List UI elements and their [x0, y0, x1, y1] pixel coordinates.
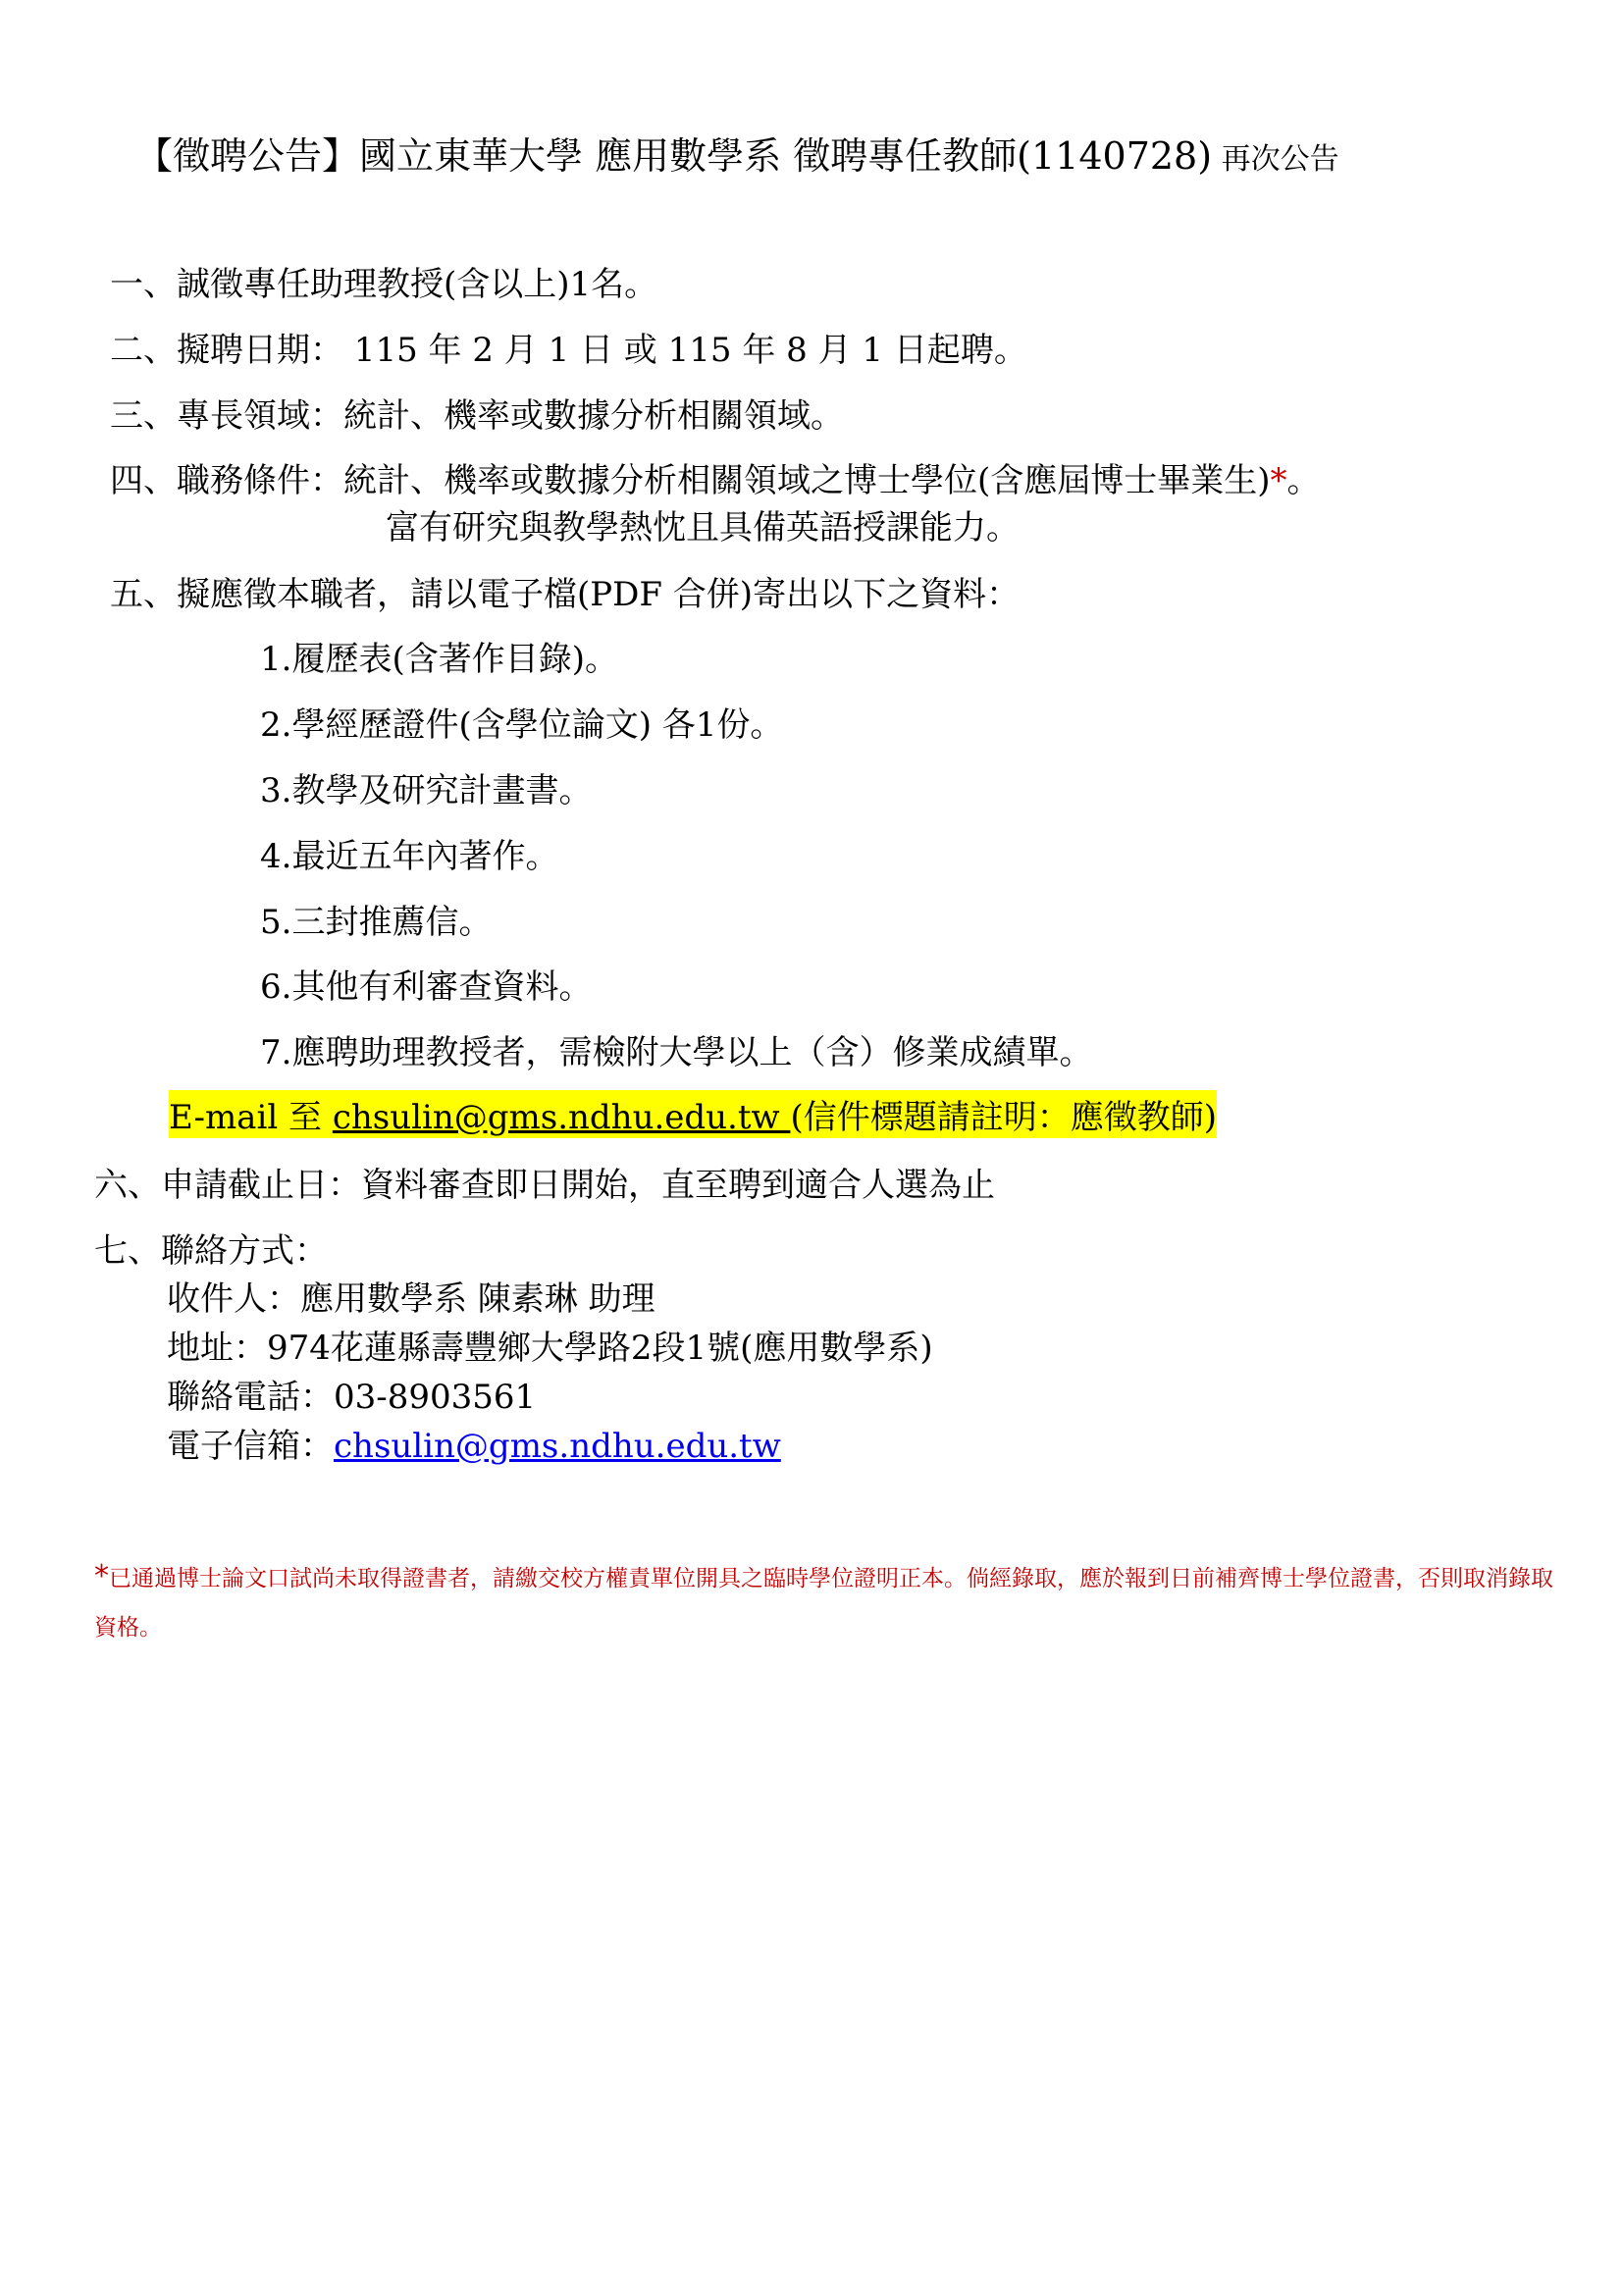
item-5-application: 五、擬應徵本職者，請以電子檔(PDF 合併)寄出以下之資料：: [110, 575, 1021, 614]
title-main: 【徵聘公告】國立東華大學 應用數學系 徵聘專任教師(1140728): [135, 134, 1213, 178]
footnote: [94, 1552, 1571, 1652]
material-item: 1.履歷表(含著作目錄)。: [260, 640, 618, 679]
material-item: 3.教學及研究計畫書。: [260, 771, 593, 810]
item-1-positions: 一、誠徵專任助理教授(含以上)1名。: [110, 265, 658, 304]
item-6-deadline: 六、申請截止日：資料審查即日開始，直至聘到適合人選為止: [94, 1166, 995, 1205]
contact-phone: 聯絡電話：03-8903561: [167, 1378, 537, 1417]
email-subject-note: (信件標題請註明：應徵教師): [790, 1098, 1217, 1137]
item-4-footnote-mark: *: [1270, 461, 1287, 500]
footnote-text: 已通過博士論文口試尚未取得證書者，請繳交校方權責單位開具之臨時學位證明正本。倘經錄取，應於報到日前補齊博士學位證書，否則取消錄取資格。: [94, 1566, 1553, 1641]
item-4-continuation: 富有研究與教學熱忱且具備英語授課能力。: [386, 508, 1020, 548]
contact-email-label: 電子信箱：: [167, 1427, 334, 1466]
material-item: 5.三封推薦信。: [260, 903, 493, 942]
item-4-period: 。: [1286, 461, 1321, 500]
announcement-title: [135, 126, 1568, 180]
contact-email-link[interactable]: chsulin@gms.ndhu.edu.tw: [334, 1427, 781, 1466]
email-prefix: E-mail 至: [169, 1098, 333, 1137]
material-item: 7.應聘助理教授者，需檢附大學以上（含）修業成績單。: [260, 1033, 1093, 1072]
email-instruction: [169, 1090, 1217, 1138]
material-item: 6.其他有利審查資料。: [260, 967, 593, 1007]
footnote-mark: *: [94, 1559, 109, 1593]
item-3-specialty: 三、專長領域：統計、機率或數據分析相關領域。: [110, 396, 844, 436]
material-item: 4.最近五年內著作。: [260, 837, 559, 876]
contact-email: [167, 1419, 781, 1467]
contact-recipient: 收件人：應用數學系 陳素琳 助理: [167, 1279, 655, 1319]
item-7-contact-heading: 七、聯絡方式：: [94, 1231, 328, 1271]
contact-address: 地址：974花蓮縣壽豐鄉大學路2段1號(應用數學系): [167, 1329, 933, 1368]
item-4-requirements: [110, 453, 1321, 501]
title-tail: 再次公告: [1212, 142, 1339, 177]
email-address-link[interactable]: chsulin@gms.ndhu.edu.tw: [332, 1098, 791, 1137]
item-2-start-date: 二、擬聘日期： 115 年 2 月 1 日 或 115 年 8 月 1 日起聘。: [110, 331, 1027, 370]
material-item: 2.學經歷證件(含學位論文) 各1份。: [260, 705, 784, 745]
item-4-text: 四、職務條件：統計、機率或數據分析相關領域之博士學位(含應屆博士畢業生): [110, 461, 1271, 500]
